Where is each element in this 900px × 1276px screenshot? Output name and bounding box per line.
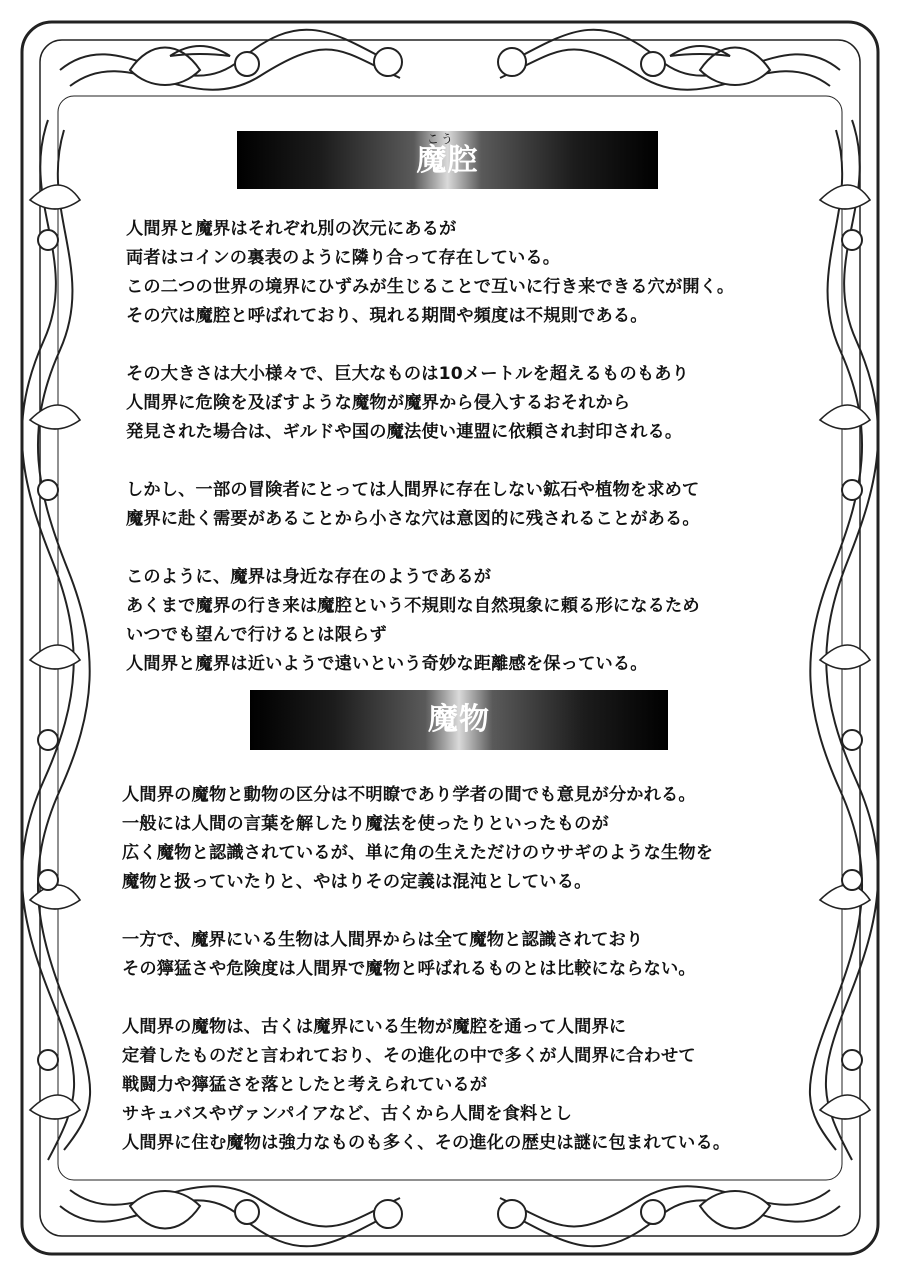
text-line: その大きさは大小様々で、巨大なものは10メートルを超えるものもあり — [126, 364, 689, 384]
title-ruby: こう — [427, 132, 456, 146]
section-body-makou — [126, 215, 734, 679]
text-line: あくまで魔界の行き来は魔腔という不規則な自然現象に頼る形になるため — [126, 596, 700, 616]
text-line: 人間界の魔物は、古くは魔界にいる生物が魔腔を通って人間界に — [122, 1017, 627, 1037]
paragraph — [126, 563, 734, 679]
text-line: その獰猛さや危険度は人間界で魔物と呼ばれるものとは比較にならない。 — [122, 959, 696, 979]
section-header-mamono — [250, 690, 668, 750]
paragraph — [122, 781, 730, 897]
paragraph — [126, 476, 734, 534]
text-line: サキュバスやヴァンパイアなど、古くから人間を食料とし — [122, 1104, 573, 1124]
text-line: 一方で、魔界にいる生物は人間界からは全て魔物と認識されており — [122, 930, 644, 950]
text-line: 戦闘力や獰猛さを落としたと考えられているが — [122, 1075, 488, 1095]
text-line: 人間界に住む魔物は強力なものも多く、その進化の歴史は謎に包まれている。 — [122, 1133, 731, 1153]
text-line: 魔物と扱っていたりと、やはりその定義は混沌としている。 — [122, 872, 592, 892]
section-title: 魔腔 — [416, 143, 479, 178]
section-body-mamono — [122, 781, 730, 1158]
text-line: 人間界に危険を及ぼすような魔物が魔界から侵入するおそれから — [126, 393, 631, 413]
text-line: いつでも望んで行けるとは限らず — [126, 625, 387, 645]
paragraph — [122, 926, 730, 984]
paragraph — [126, 360, 734, 447]
text-line: 魔界に赴く需要があることから小さな穴は意図的に残されることがある。 — [126, 509, 700, 529]
text-line: 広く魔物と認識されているが、単に角の生えただけのウサギのような生物を — [122, 843, 714, 863]
text-line: 両者はコインの裏表のように隣り合って存在している。 — [126, 248, 561, 268]
paragraph — [122, 1013, 730, 1158]
text-line: 人間界と魔界は近いようで遠いという奇妙な距離感を保っている。 — [126, 654, 648, 674]
text-line: しかし、一部の冒険者にとっては人間界に存在しない鉱石や植物を求めて — [126, 480, 700, 500]
text-line: この二つの世界の境界にひずみが生じることで互いに行き来できる穴が開く。 — [126, 277, 735, 297]
text-line: 発見された場合は、ギルドや国の魔法使い連盟に依頼され封印される。 — [126, 422, 683, 442]
text-line: 人間界の魔物と動物の区分は不明瞭であり学者の間でも意見が分かれる。 — [122, 785, 696, 805]
text-line: その穴は魔腔と呼ばれており、現れる期間や頻度は不規則である。 — [126, 306, 648, 326]
section-title: 魔物 — [428, 702, 490, 737]
text-line: 定着したものだと言われており、その進化の中で多くが人間界に合わせて — [122, 1046, 696, 1066]
text-line: 人間界と魔界はそれぞれ別の次元にあるが — [126, 219, 457, 239]
text-line: このように、魔界は身近な存在のようであるが — [126, 567, 492, 587]
text-line: 一般には人間の言葉を解したり魔法を使ったりといったものが — [122, 814, 609, 834]
paragraph — [126, 215, 734, 331]
